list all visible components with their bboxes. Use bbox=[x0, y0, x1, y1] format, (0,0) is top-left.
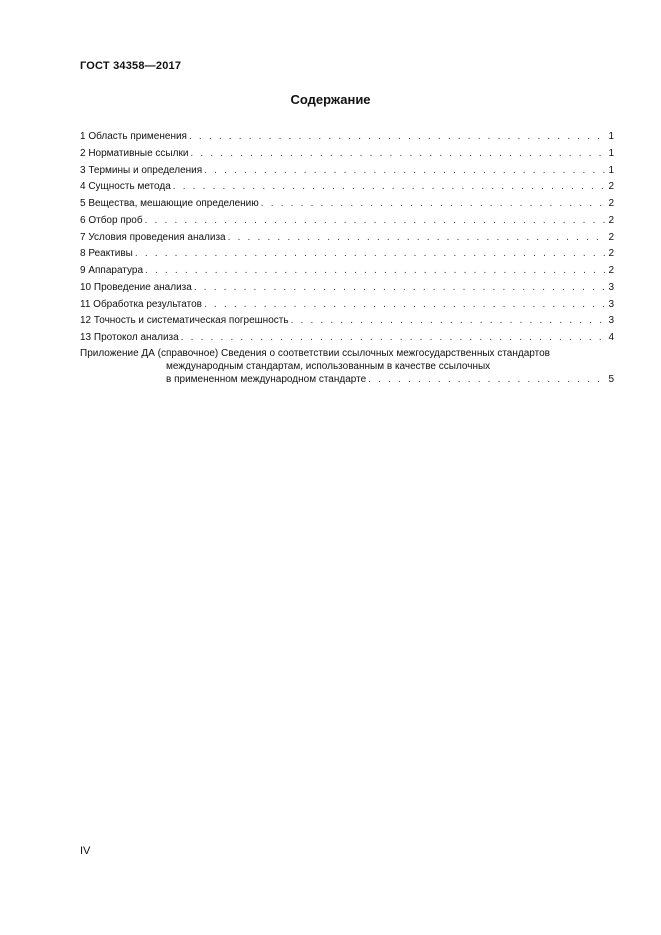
appendix-title-line: в примененном международном стандарте bbox=[166, 373, 367, 385]
leader-dots bbox=[181, 330, 605, 347]
appendix-last-line bbox=[80, 373, 614, 386]
toc-entry-page: 3 bbox=[608, 281, 614, 293]
toc-entry-label: 7 Условия проведения анализа bbox=[80, 231, 226, 243]
leader-dots bbox=[194, 280, 605, 297]
toc-entry[interactable] bbox=[80, 246, 614, 263]
toc-entry[interactable] bbox=[80, 330, 614, 347]
toc-entry-page: 3 bbox=[608, 298, 614, 310]
toc-entry-page: 2 bbox=[608, 198, 614, 209]
leader-dots bbox=[228, 230, 605, 247]
toc-entry[interactable] bbox=[80, 129, 614, 146]
page-title: Содержание bbox=[290, 92, 371, 107]
toc-entry[interactable] bbox=[80, 297, 614, 314]
toc-entry[interactable] bbox=[80, 196, 614, 213]
toc-entry[interactable] bbox=[80, 280, 614, 297]
appendix-title-line: Приложение ДА (справочное) Сведения о соответствии ссылочных межгосударственных стандартов bbox=[80, 347, 550, 359]
toc-entry[interactable] bbox=[80, 213, 614, 230]
toc-entry-label: 12 Точность и систематическая погрешность bbox=[80, 315, 289, 327]
toc-entry-label: 10 Проведение анализа bbox=[80, 281, 192, 293]
leader-dots bbox=[291, 313, 605, 330]
toc-entry-label: 5 Вещества, мешающие определению bbox=[80, 198, 259, 209]
leader-dots bbox=[145, 263, 605, 280]
toc-entry-label: 3 Термины и определения bbox=[80, 164, 203, 176]
toc-entry-label: 9 Аппаратура bbox=[80, 265, 144, 276]
leader-dots bbox=[204, 163, 605, 180]
toc-entry[interactable] bbox=[80, 230, 614, 247]
toc-entry-label: 6 Отбор проб bbox=[80, 214, 143, 226]
toc-entry-label: 2 Нормативные ссылки bbox=[80, 147, 189, 159]
toc-entry-label: 4 Сущность метода bbox=[80, 181, 171, 193]
toc-entry-label: 8 Реактивы bbox=[80, 248, 133, 260]
toc-entry-page: 2 bbox=[608, 265, 614, 276]
toc-entry-page: 4 bbox=[608, 332, 614, 343]
page-number: IV bbox=[80, 845, 91, 857]
toc-entry-page: 1 bbox=[608, 147, 614, 159]
toc-entry-page: 1 bbox=[608, 131, 614, 142]
leader-dots bbox=[190, 146, 605, 163]
toc-appendix-entry[interactable] bbox=[80, 347, 614, 386]
toc-entry-page: 2 bbox=[608, 214, 614, 226]
leader-dots bbox=[173, 179, 605, 196]
toc-entry[interactable] bbox=[80, 179, 614, 196]
leader-dots bbox=[261, 196, 605, 213]
leader-dots bbox=[204, 297, 605, 314]
toc-entry-page: 2 bbox=[608, 231, 614, 243]
toc-entry-label: 13 Протокол анализа bbox=[80, 332, 179, 343]
toc-entry[interactable] bbox=[80, 313, 614, 330]
toc-entry[interactable] bbox=[80, 263, 614, 280]
toc-entry-page: 1 bbox=[608, 164, 614, 176]
toc-entry-page: 2 bbox=[608, 248, 614, 260]
leader-dots bbox=[368, 373, 605, 386]
leader-dots bbox=[135, 246, 605, 263]
toc-entry[interactable] bbox=[80, 163, 614, 180]
appendix-title-line: международным стандартам, использованным в качестве ссылочных bbox=[166, 360, 491, 372]
toc-entry-label: 1 Область применения bbox=[80, 131, 187, 142]
toc-entry-page: 3 bbox=[608, 315, 614, 327]
toc-entry-page: 2 bbox=[608, 181, 614, 193]
toc-entry-label: 11 Обработка результатов bbox=[80, 298, 202, 310]
toc-entry[interactable] bbox=[80, 146, 614, 163]
document-code: ГОСТ 34358—2017 bbox=[80, 60, 182, 72]
leader-dots bbox=[189, 129, 605, 146]
leader-dots bbox=[145, 213, 605, 230]
toc-entry-page: 5 bbox=[608, 373, 614, 385]
table-of-contents bbox=[80, 129, 614, 386]
